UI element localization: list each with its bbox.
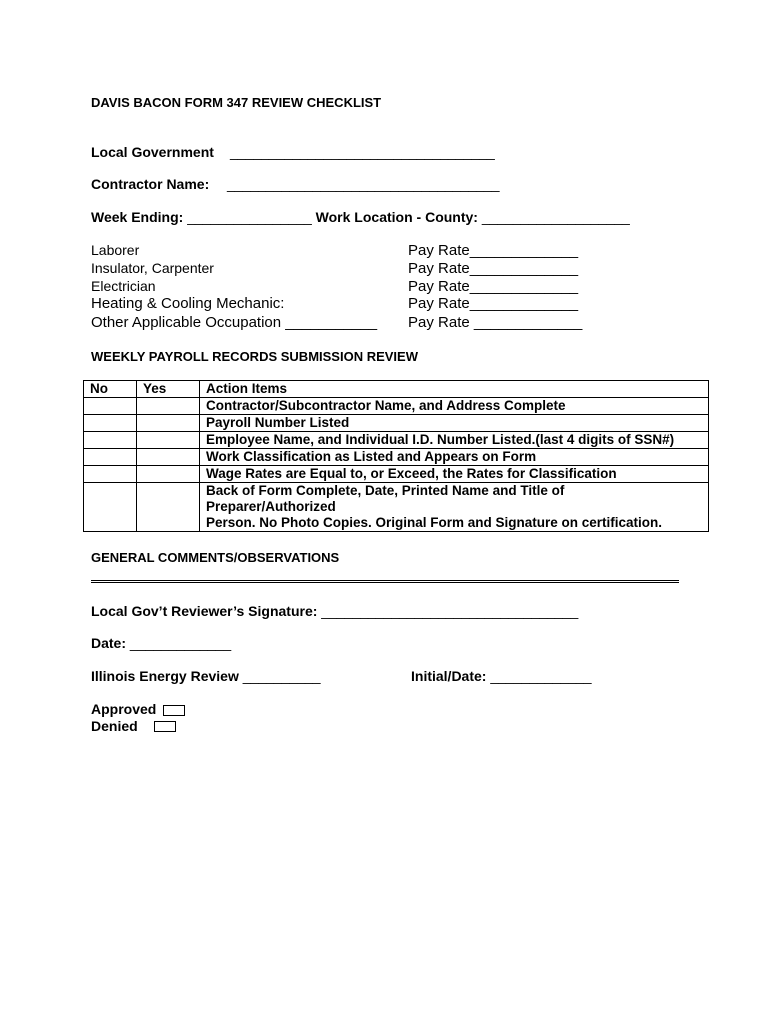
header-action-items: Action Items xyxy=(200,381,709,398)
occupation-name: Electrician xyxy=(91,278,156,294)
table-row xyxy=(84,449,709,466)
header-yes: Yes xyxy=(137,381,200,398)
action-item: Wage Rates are Equal to, or Exceed, the Rates for Classification xyxy=(200,466,709,483)
contractor-name-field[interactable]: ___________________________________ xyxy=(227,176,500,192)
comments-rule[interactable] xyxy=(91,580,679,583)
date-line xyxy=(91,635,231,651)
pay-rate-field[interactable]: Pay Rate_____________ xyxy=(408,260,579,277)
yes-cell[interactable] xyxy=(137,415,200,432)
reviewer-signature-line xyxy=(91,603,578,619)
reviewer-signature-label: Local Gov’t Reviewer’s Signature: xyxy=(91,603,318,619)
approved-label: Approved xyxy=(91,701,157,717)
action-item xyxy=(200,483,709,532)
no-cell[interactable] xyxy=(84,415,137,432)
occupation-name: Heating & Cooling Mechanic: xyxy=(91,295,285,312)
no-cell[interactable] xyxy=(84,466,137,483)
action-item-line: Preparer/Authorized xyxy=(206,499,336,514)
occupation-name: Insulator, Carpenter xyxy=(91,260,214,276)
table-row xyxy=(84,415,709,432)
week-ending-field[interactable]: ________________ xyxy=(187,209,312,225)
review-table xyxy=(83,380,709,532)
local-government-label: Local Government xyxy=(91,144,214,160)
comments-title: GENERAL COMMENTS/OBSERVATIONS xyxy=(91,550,340,565)
reviewer-signature-field[interactable]: _________________________________ xyxy=(321,603,579,619)
action-item-line: Back of Form Complete, Date, Printed Name and Title of xyxy=(206,483,565,498)
date-label: Date: xyxy=(91,635,127,651)
yes-cell[interactable] xyxy=(137,398,200,415)
approved-checkbox[interactable] xyxy=(163,705,185,716)
illinois-review-label: Illinois Energy Review xyxy=(91,668,239,684)
date-field[interactable]: _____________ xyxy=(129,635,232,651)
pay-rate-field[interactable]: Pay Rate_____________ xyxy=(408,278,579,295)
pay-rate-field[interactable]: Pay Rate _____________ xyxy=(408,314,583,331)
initial-date-line xyxy=(411,668,592,684)
work-location-label: Work Location - County: xyxy=(315,209,478,225)
pay-rate-field[interactable]: Pay Rate_____________ xyxy=(408,295,579,312)
initial-date-field[interactable]: _____________ xyxy=(490,668,592,684)
occupation-name: Laborer xyxy=(91,242,140,258)
yes-cell[interactable] xyxy=(137,466,200,483)
work-location-field[interactable]: ___________________ xyxy=(481,209,630,225)
no-cell[interactable] xyxy=(84,449,137,466)
section-title: WEEKLY PAYROLL RECORDS SUBMISSION REVIEW xyxy=(91,349,418,364)
pay-rate-field[interactable]: Pay Rate_____________ xyxy=(408,242,579,259)
illinois-review-field[interactable]: __________ xyxy=(242,668,321,684)
table-header-row xyxy=(84,381,709,398)
no-cell[interactable] xyxy=(84,432,137,449)
denied-checkbox[interactable] xyxy=(154,721,176,732)
occupation-name[interactable]: Other Applicable Occupation ___________ xyxy=(91,314,378,331)
action-item: Work Classification as Listed and Appears on Form xyxy=(200,449,709,466)
table-row xyxy=(84,398,709,415)
action-item: Contractor/Subcontractor Name, and Address Complete xyxy=(200,398,709,415)
local-government-field[interactable]: __________________________________ xyxy=(230,144,495,160)
table-row xyxy=(84,483,709,532)
no-cell[interactable] xyxy=(84,398,137,415)
contractor-name-label: Contractor Name: xyxy=(91,176,210,192)
table-row xyxy=(84,432,709,449)
no-cell[interactable] xyxy=(84,483,137,532)
yes-cell[interactable] xyxy=(137,432,200,449)
denied-label: Denied xyxy=(91,718,138,734)
form-title: DAVIS BACON FORM 347 REVIEW CHECKLIST xyxy=(91,95,382,110)
initial-date-label: Initial/Date: xyxy=(411,668,487,684)
table-row xyxy=(84,466,709,483)
action-item: Payroll Number Listed xyxy=(200,415,709,432)
week-ending-label: Week Ending: xyxy=(91,209,184,225)
action-item: Employee Name, and Individual I.D. Number Listed.(last 4 digits of SSN#) xyxy=(200,432,709,449)
week-ending-line xyxy=(91,209,630,225)
illinois-review-line xyxy=(91,668,321,684)
yes-cell[interactable] xyxy=(137,483,200,532)
action-item-line: Person. No Photo Copies. Original Form and Signature on certification. xyxy=(206,515,663,530)
yes-cell[interactable] xyxy=(137,449,200,466)
header-no: No xyxy=(84,381,137,398)
